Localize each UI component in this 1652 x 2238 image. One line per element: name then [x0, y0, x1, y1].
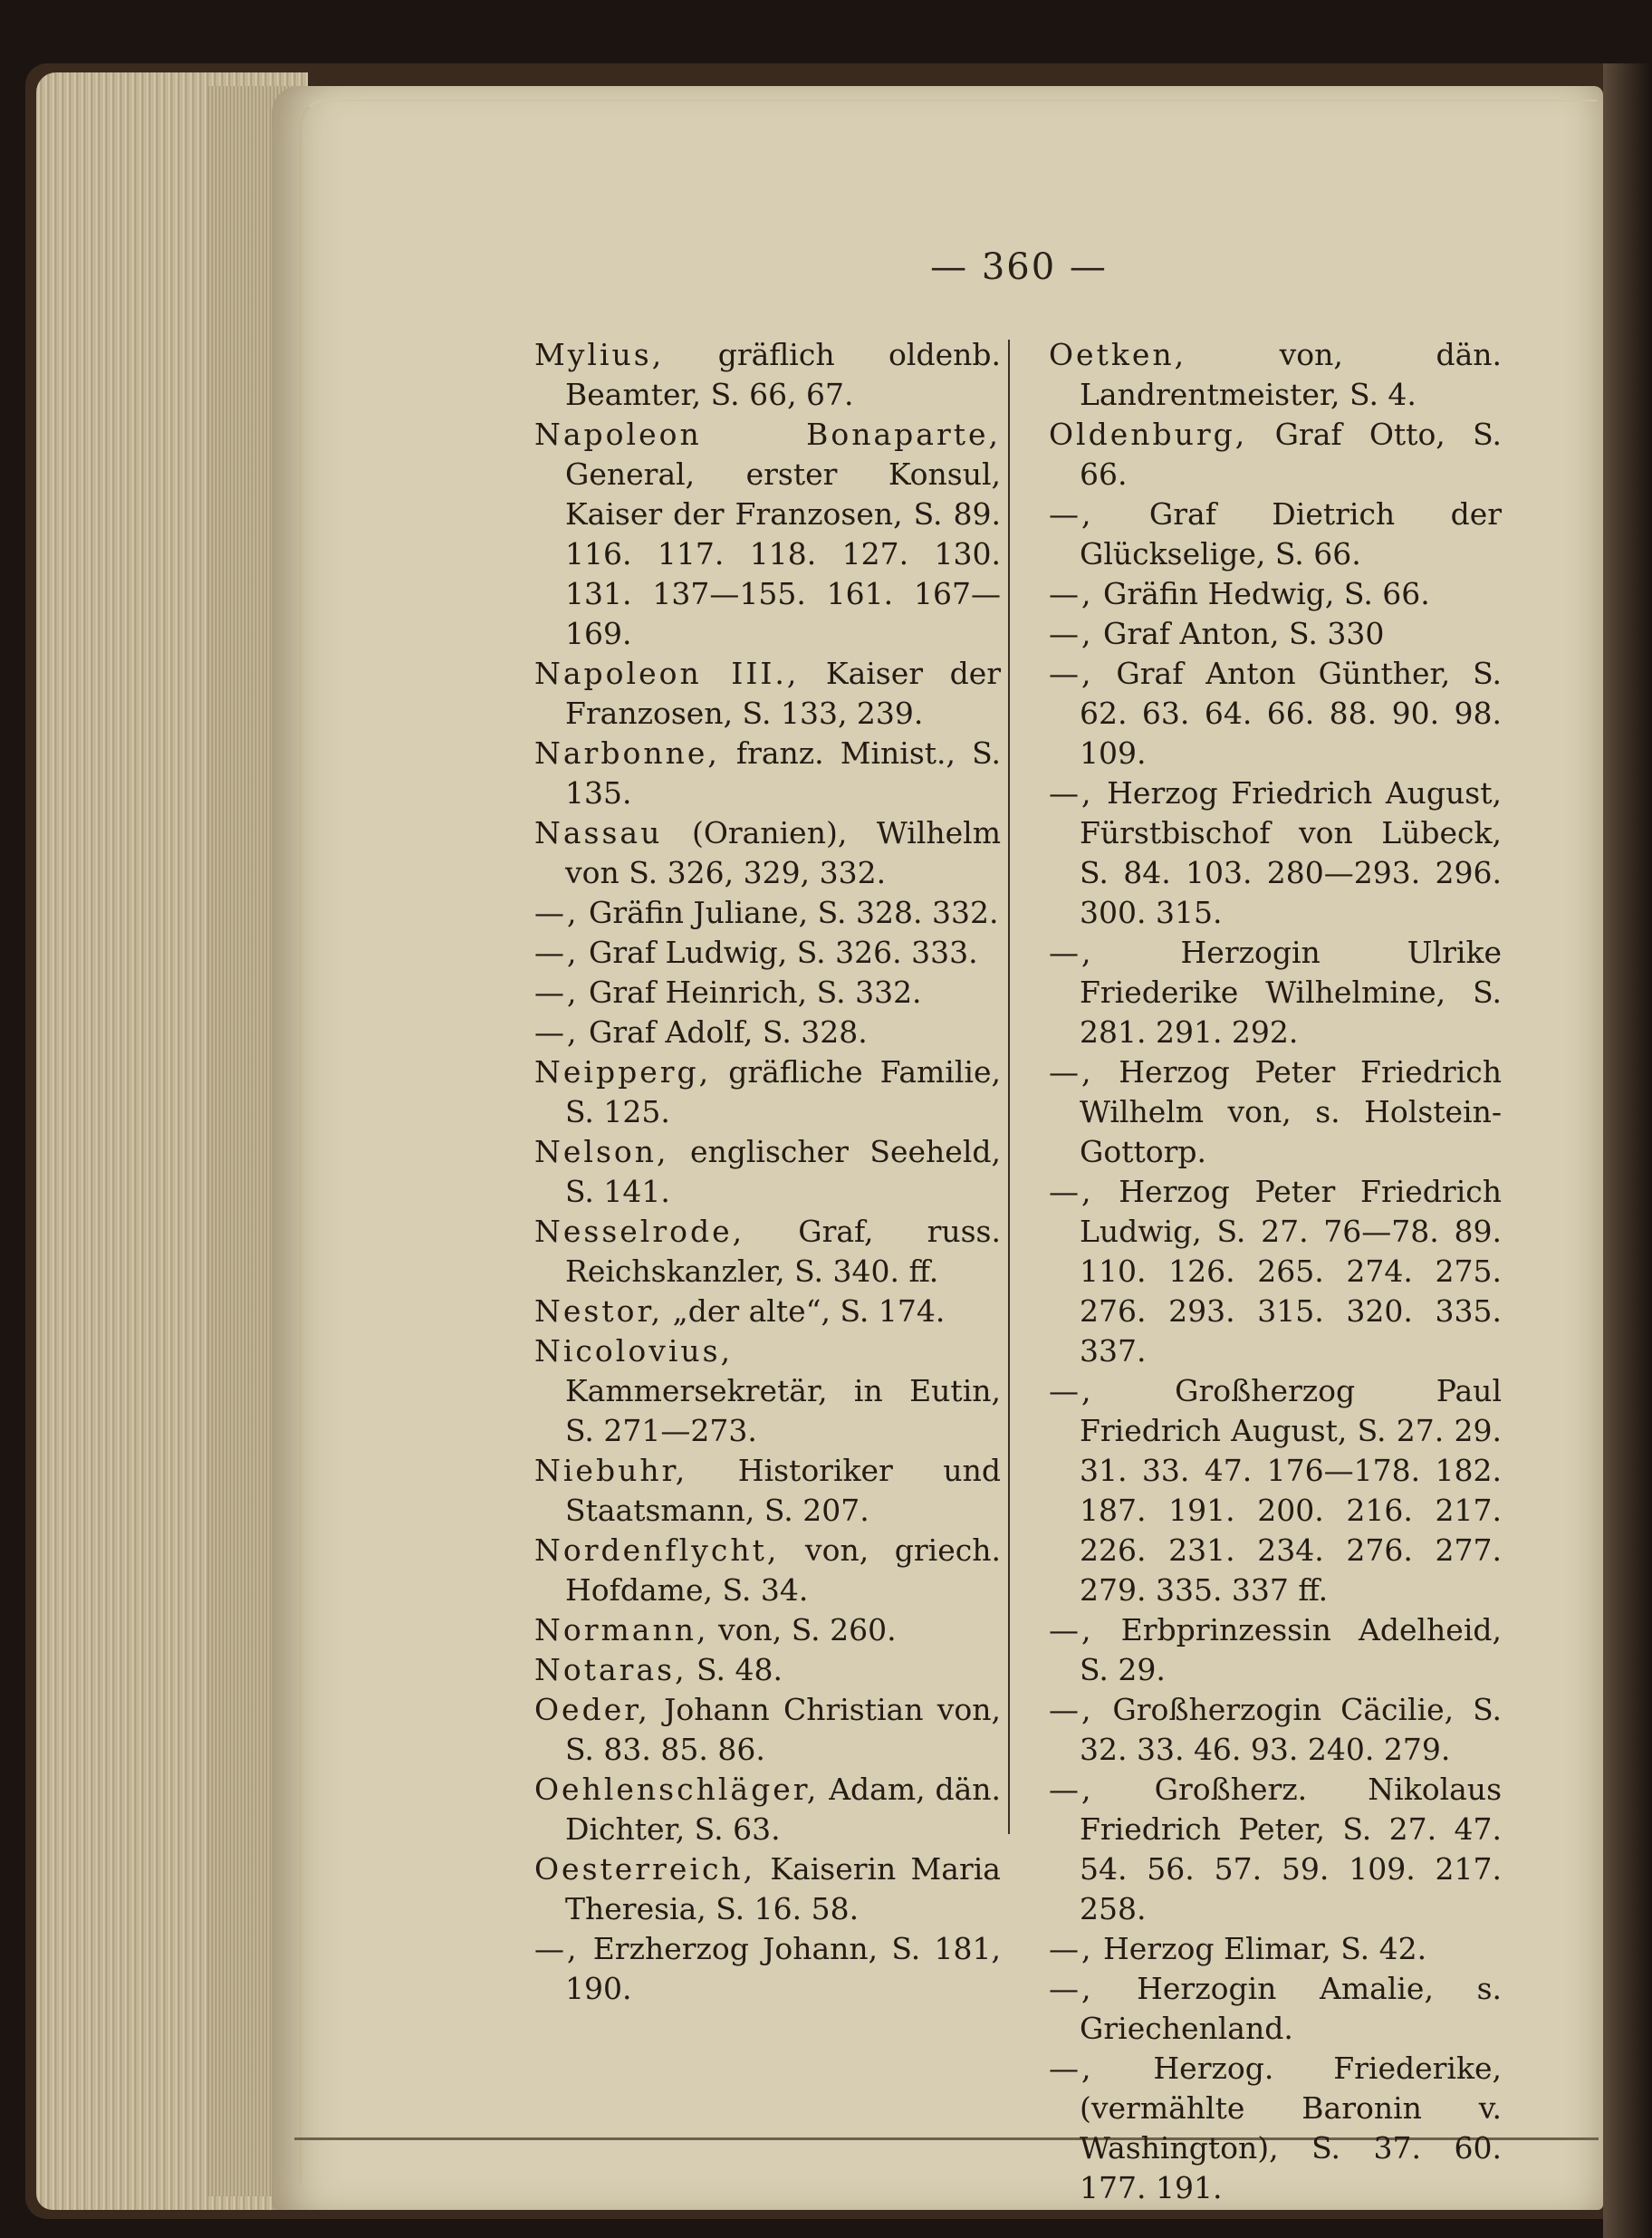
index-entry-text: Herzog Friedrich August, Fürstbischof von Lübeck, S. 84. 103. 280—293. 296. 300. 315. [1080, 775, 1502, 930]
index-entry-text: Kaiserin Maria Theresia, S. 16. 58. [565, 1851, 1001, 1926]
index-entry-text: S. 48. [687, 1652, 783, 1687]
index-entry [534, 1013, 1001, 1052]
page-number: — 360 — [930, 246, 1108, 288]
index-entry [1049, 335, 1502, 415]
index-entry [534, 335, 1001, 415]
index-entry-text: Kaiser der Franzosen, S. 133, 239. [565, 656, 1001, 731]
index-entry-text: (Oranien), Wilhelm von S. 326, 329, 332. [565, 815, 1001, 890]
index-entry-text: Gräfin Juliane, S. 328. 332. [579, 895, 999, 930]
index-entry [534, 973, 1001, 1013]
index-headword: Napoleon Bonaparte, [534, 417, 1001, 452]
index-entry [1049, 1969, 1502, 2049]
index-entry [1049, 2049, 1502, 2208]
index-headword: —, [534, 1014, 580, 1050]
index-headword: Nestor, [534, 1293, 664, 1329]
index-entry-text: Johann Christian von, S. 83. 85. 86. [565, 1692, 1001, 1767]
index-headword: —, [534, 895, 580, 930]
index-headword: —, [1049, 1931, 1094, 1966]
index-headword: —, [1049, 935, 1094, 970]
index-entry [534, 1929, 1001, 2009]
index-entry [534, 415, 1001, 654]
index-entry-text: Graf Anton Günther, S. 62. 63. 64. 66. 88. 90. 98. 109. [1080, 656, 1502, 771]
index-entry-text: Herzog Elimar, S. 42. [1093, 1931, 1427, 1966]
index-entry-text: Erbprinzessin Adelheid, S. 29. [1080, 1612, 1502, 1687]
index-entry [534, 734, 1001, 813]
index-entry-text: Gräfin Hedwig, S. 66. [1093, 576, 1430, 611]
index-entry-text: Graf Heinrich, S. 332. [579, 975, 922, 1010]
index-entry-text: von, dän. Landrentmeister, S. 4. [1080, 337, 1502, 412]
index-entry-text: Graf Ludwig, S. 326. 333. [579, 935, 978, 970]
index-entry-text: Erzherzog Johann, S. 181, 190. [565, 1931, 1001, 2006]
index-entry-text: Großherz. Nikolaus Friedrich Peter, S. 27. 47. 54. 56. 57. 59. 109. 217. 258. [1080, 1772, 1502, 1926]
index-entry [1049, 495, 1502, 574]
index-entry [1049, 1690, 1502, 1770]
index-headword: —, [1049, 775, 1094, 811]
index-headword: —, [1049, 1692, 1094, 1727]
index-headword: —, [534, 975, 580, 1010]
index-headword: —, [534, 1931, 580, 1966]
index-headword: Nicolovius, [534, 1333, 734, 1369]
index-entry [534, 1331, 1001, 1451]
index-headword: Oldenburg, [1049, 417, 1248, 452]
index-headword: Oeder, [534, 1692, 650, 1727]
index-headword: —, [534, 935, 580, 970]
index-entry-text: gräfliche Familie, S. 125. [565, 1054, 1001, 1129]
index-headword: Notaras, [534, 1652, 687, 1687]
index-entry-text: gräflich oldenb. Beamter, S. 66, 67. [565, 337, 1001, 412]
index-entry-text: Herzog Peter Friedrich Ludwig, S. 27. 76—78. 89. 110. 126. 265. 274. 275. 276. 293. 315. 320. 335. 337. [1080, 1174, 1502, 1369]
index-entry-text: von, griech. Hofdame, S. 34. [565, 1532, 1001, 1608]
index-entry [534, 1052, 1001, 1132]
index-headword: Narbonne, [534, 735, 720, 771]
index-entry-text: von, S. 260. [708, 1612, 897, 1647]
index-entry [1049, 933, 1502, 1052]
index-headword: Oehlenschläger, [534, 1772, 820, 1807]
index-entry-text: Großherzogin Cäcilie, S. 32. 33. 46. 93. 240. 279. [1080, 1692, 1502, 1767]
index-entry [1049, 1172, 1502, 1371]
index-entry-text: Graf Adolf, S. 328. [579, 1014, 868, 1050]
index-entry-text: Adam, dän. Dichter, S. 63. [565, 1772, 1001, 1847]
index-entry [534, 1132, 1001, 1212]
index-entry-text: Herzog Peter Friedrich Wilhelm von, s. Holstein-Gottorp. [1080, 1054, 1502, 1169]
index-entry-text: Graf Otto, S. 66. [1080, 417, 1502, 492]
index-headword: —, [1049, 1174, 1094, 1209]
index-entry [1049, 415, 1502, 495]
index-entry [534, 1690, 1001, 1770]
index-headword: —, [1049, 1373, 1094, 1408]
index-headword: Oesterreich, [534, 1851, 756, 1887]
index-entry [1049, 1371, 1502, 1610]
index-entry [534, 1292, 1001, 1331]
index-entry [534, 1849, 1001, 1929]
index-headword: —, [1049, 1971, 1094, 2006]
index-headword: —, [1049, 656, 1094, 691]
index-entry [534, 654, 1001, 734]
index-entry-text: Kammersekretär, in Eutin, S. 271—273. [565, 1373, 1001, 1448]
index-entry [534, 1451, 1001, 1531]
index-headword: Napoleon III., [534, 656, 800, 691]
index-headword: —, [1049, 1772, 1094, 1807]
index-entry-text: Herzogin Ulrike Friederike Wilhelmine, S. 281. 291. 292. [1080, 935, 1502, 1050]
index-entry-text: Herzogin Amalie, s. Griechenland. [1080, 1971, 1502, 2046]
index-entry [1049, 1610, 1502, 1690]
index-headword: Neipperg, [534, 1054, 712, 1090]
index-headword: Nassau [534, 815, 663, 850]
index-entry-text: Großherzog Paul Friedrich August, S. 27. 29. 31. 33. 47. 176—178. 182. 187. 191. 200. 216. 217. 226. 231. 234. 276. 277. 279. 335. 337 ff. [1080, 1373, 1502, 1608]
index-headword: —, [1049, 1054, 1094, 1090]
index-column-left [534, 335, 1001, 2009]
index-entry [1049, 614, 1502, 654]
index-entry [534, 1212, 1001, 1292]
book-spine-shadow [1603, 63, 1652, 2238]
index-entry [1049, 1929, 1502, 1969]
index-entry [534, 933, 1001, 973]
index-entry [1049, 574, 1502, 614]
index-entry [534, 1610, 1001, 1650]
column-divider [1008, 340, 1010, 1834]
index-entry [1049, 654, 1502, 773]
index-headword: —, [1049, 616, 1094, 651]
index-entry [534, 1650, 1001, 1690]
index-headword: Mylius, [534, 337, 665, 372]
index-entry [534, 1770, 1001, 1849]
index-entry [534, 893, 1001, 933]
index-entry-text: Graf Dietrich der Glückselige, S. 66. [1080, 496, 1502, 572]
index-entry-text: Historiker und Staatsmann, S. 207. [565, 1453, 1001, 1528]
index-headword: Nelson, [534, 1134, 669, 1169]
index-headword: Normann, [534, 1612, 709, 1647]
index-entry-text: Graf, russ. Reichskanzler, S. 340. ff. [565, 1214, 1001, 1289]
index-entry-text: Graf Anton, S. 330 [1093, 616, 1385, 651]
index-entry [534, 813, 1001, 893]
index-headword: —, [1049, 1612, 1094, 1647]
index-headword: Oetken, [1049, 337, 1187, 372]
index-entry [1049, 773, 1502, 933]
index-column-right [1049, 335, 1502, 2208]
index-entry-text: „der alte“, S. 174. [663, 1293, 946, 1329]
index-headword: Nesselrode, [534, 1214, 745, 1249]
index-headword: —, [1049, 2051, 1094, 2086]
index-entry-text: englischer Seeheld, S. 141. [565, 1134, 1001, 1209]
index-headword: Niebuhr, [534, 1453, 688, 1488]
index-entry-text: franz. Minist., S. 135. [565, 735, 1001, 811]
index-entry-text: Herzog. Friederike, (vermählte Baronin v. Washington), S. 37. 60. 177. 191. [1080, 2051, 1502, 2205]
index-entry-text: General, erster Konsul, Kaiser der Franzosen, S. 89. 116. 117. 118. 127. 130. 131. 137—155. 161. 167—169. [565, 456, 1001, 651]
index-headword: Nordenflycht, [534, 1532, 780, 1568]
index-headword: —, [1049, 576, 1094, 611]
index-entry [534, 1531, 1001, 1610]
index-entry [1049, 1052, 1502, 1172]
index-entry [1049, 1770, 1502, 1929]
index-headword: —, [1049, 496, 1094, 532]
